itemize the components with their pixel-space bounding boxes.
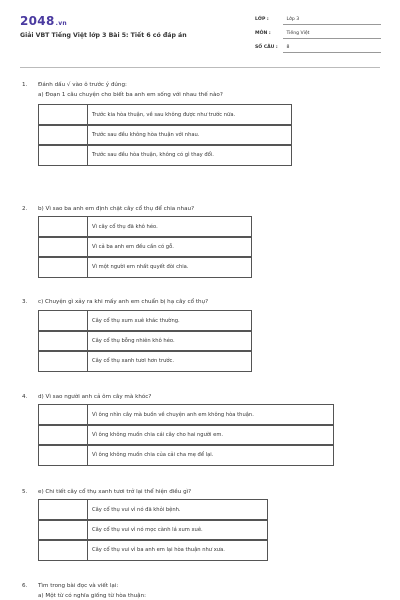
answer-option[interactable] [38,424,334,446]
answer-text: Vì ông nhìn cây mà buồn về chuyện anh em không hòa thuận. [92,412,254,418]
answer-option[interactable] [38,444,334,466]
meta-class-label: LỚP : [255,17,269,22]
header-divider [20,67,380,68]
answer-checkbox[interactable] [39,405,88,425]
answer-text: Cây cổ thụ xum xuê khác thường. [92,318,180,324]
question-number: 5. [22,489,28,495]
question-number: 6. [22,583,28,589]
meta-subject-value: Tiếng Việt [286,31,310,36]
answer-text: Cây cổ thụ vui vì nó đã khỏi bệnh. [92,507,181,513]
answer-checkbox[interactable] [39,540,88,560]
answer-option[interactable] [38,404,334,426]
site-logo[interactable] [20,14,67,28]
answer-checkbox[interactable] [39,217,88,237]
question-text: Đánh dấu √ vào ô trước ý đúng: [38,82,127,88]
answer-text: Trước sau đều hòa thuận, không có gì thay đổi. [92,152,214,158]
meta-class-value: Lớp 3 [286,17,300,22]
question-subtext: a) Một từ có nghĩa giống từ hòa thuận: [38,593,147,599]
answer-text: Trước sau đều không hòa thuận với nhau. [92,132,200,138]
answer-checkbox[interactable] [39,257,88,277]
answer-checkbox[interactable] [39,500,88,520]
answer-text: Cây cổ thụ bỗng nhiên khô héo. [92,338,175,344]
answer-option[interactable] [38,144,292,166]
answer-text: Cây cổ thụ vui vì nó mọc cành lá xum xuê. [92,527,203,533]
answer-text: Vì một người em nhất quyết đòi chia. [92,264,189,270]
meta-count [255,45,289,50]
answer-text: Vì cả ba anh em đều cần có gỗ. [92,244,174,250]
question-number: 2. [22,206,28,212]
answer-checkbox[interactable] [39,331,88,351]
meta-underline [283,52,381,53]
answer-option[interactable] [38,124,292,146]
answer-option[interactable] [38,499,268,521]
answer-checkbox[interactable] [39,520,88,540]
meta-class [255,17,299,22]
meta-subject-label: MÔN : [255,31,271,36]
answer-option[interactable] [38,330,252,352]
answer-text: Vì ông không muốn chia cái cây cho hai người em. [92,432,224,438]
answer-text: Vì ông không muốn chia của cải cha mẹ để lại. [92,452,214,458]
answer-option[interactable] [38,310,252,332]
answer-option[interactable] [38,539,268,561]
answer-checkbox[interactable] [39,237,88,257]
question-subtext: a) Đoạn 1 câu chuyện cho biết ba anh em sống với nhau thế nào? [38,92,223,98]
meta-underline [283,24,381,25]
answer-option[interactable] [38,216,252,238]
question-text: d) Vì sao người anh cả ôm cây mà khóc? [38,394,152,400]
answer-option[interactable] [38,256,252,278]
question-text: e) Chi tiết cây cổ thụ xanh tươi trở lại thể hiện điều gì? [38,489,192,495]
document-title: Giải VBT Tiếng Việt lớp 3 Bài 5: Tiết 6 có đáp án [20,32,187,39]
answer-checkbox[interactable] [39,311,88,331]
answer-checkbox[interactable] [39,351,88,371]
answer-option[interactable] [38,236,252,258]
answer-option[interactable] [38,104,292,126]
meta-subject [255,31,309,36]
answer-option[interactable] [38,350,252,372]
answer-checkbox[interactable] [39,445,88,465]
question-number: 4. [22,394,28,400]
question-number: 3. [22,299,28,305]
question-text: Tìm trong bài đọc và viết lại: [38,583,119,589]
answer-text: Vì cây cổ thụ đã khô héo. [92,224,158,230]
logo-text: 2048 [20,14,55,28]
answer-text: Cây cổ thụ vui vì ba anh em lại hòa thuận như xưa. [92,547,225,553]
meta-underline [283,38,381,39]
question-text: c) Chuyện gì xảy ra khi mấy anh em chuẩn bị hạ cây cổ thụ? [38,299,209,305]
answer-text: Cây cổ thụ xanh tươi hơn trước. [92,358,175,364]
question-number: 1. [22,82,28,88]
answer-checkbox[interactable] [39,145,88,165]
answer-checkbox[interactable] [39,425,88,445]
answer-checkbox[interactable] [39,105,88,125]
meta-count-label: SỐ CÂU : [255,45,278,50]
meta-count-value: 8 [286,45,290,50]
answer-text: Trước kia hòa thuận, về sau không được như trước nữa. [92,112,236,118]
answer-option[interactable] [38,519,268,541]
question-text: b) Vì sao ba anh em định chặt cây cổ thụ để chia nhau? [38,206,195,212]
answer-checkbox[interactable] [39,125,88,145]
logo-suffix: .vn [55,20,67,27]
